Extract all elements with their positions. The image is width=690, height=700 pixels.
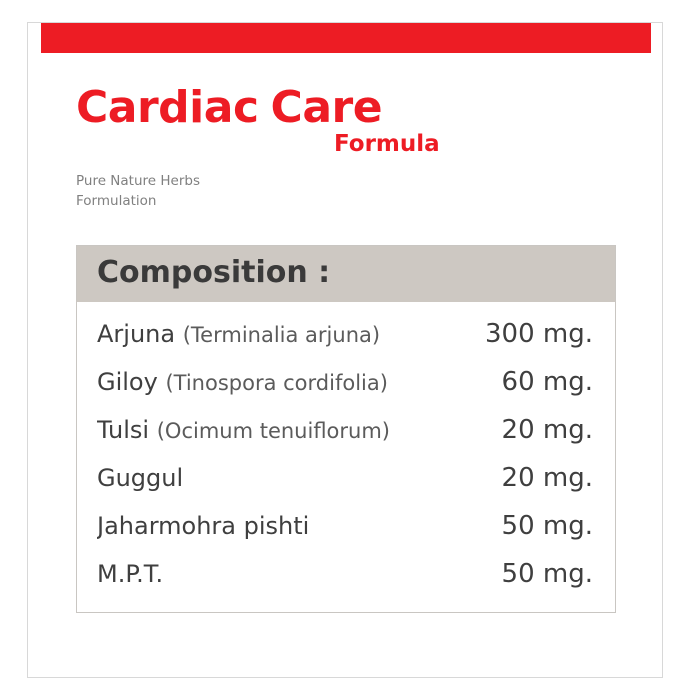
brand-tagline	[76, 172, 616, 211]
ingredient-amount: 20 mg.	[501, 463, 593, 493]
ingredient-row	[77, 454, 615, 502]
ingredient-common-name: Arjuna	[97, 320, 176, 348]
ingredient-latin-name: (Ocimum tenuiflorum)	[156, 419, 390, 443]
ingredient-amount: 50 mg.	[501, 559, 593, 589]
ingredient-row	[77, 406, 615, 454]
ingredient-row	[77, 358, 615, 406]
ingredient-amount: 50 mg.	[501, 511, 593, 541]
ingredient-common-name: M.P.T.	[97, 560, 164, 588]
label-card	[27, 22, 663, 678]
brand-tagline-line1: Pure Nature Herbs	[76, 173, 200, 190]
brand-block	[76, 82, 616, 211]
ingredient-row	[77, 310, 615, 358]
ingredient-name	[97, 512, 441, 540]
composition-heading: Composition :	[97, 255, 331, 290]
ingredient-common-name: Jaharmohra pishti	[97, 512, 310, 540]
brand-title-part1: Cardiac	[76, 82, 259, 133]
ingredient-latin-name: (Tinospora cordifolia)	[165, 371, 388, 395]
ingredient-amount: 20 mg.	[501, 415, 593, 445]
ingredient-list	[77, 302, 615, 612]
brand-title	[76, 82, 616, 133]
ingredient-name	[97, 464, 441, 492]
ingredient-common-name: Giloy	[97, 368, 158, 396]
ingredient-row	[77, 502, 615, 550]
ingredient-common-name: Tulsi	[97, 416, 150, 444]
ingredient-name	[97, 560, 441, 588]
red-top-bar	[41, 23, 651, 53]
ingredient-latin-name: (Terminalia arjuna)	[182, 323, 381, 347]
ingredient-name	[97, 320, 441, 348]
ingredient-amount: 60 mg.	[501, 367, 593, 397]
ingredient-common-name: Guggul	[97, 464, 184, 492]
composition-header	[77, 246, 615, 302]
ingredient-name	[97, 368, 441, 396]
ingredient-amount: 300 mg.	[485, 319, 593, 349]
brand-title-part2: Care	[270, 82, 383, 133]
composition-box	[76, 245, 616, 613]
ingredient-name	[97, 416, 441, 444]
brand-tagline-line2: Formulation	[76, 192, 157, 209]
ingredient-row	[77, 550, 615, 598]
brand-formula-word: Formula	[334, 131, 440, 158]
